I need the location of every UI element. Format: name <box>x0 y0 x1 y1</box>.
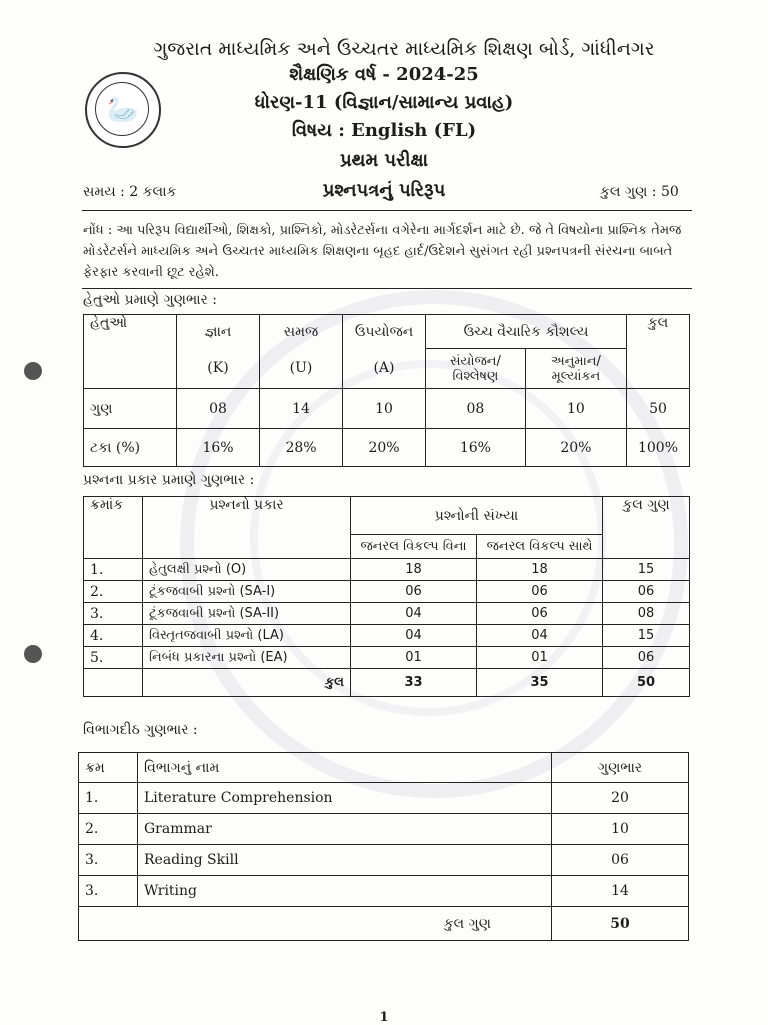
note-text: નોંધ : આ પરિરૂપ વિદ્યાર્થીઓ, શિક્ષકો, પ્રાશ્નિકો, મોડરેટર્સના વગેરેના માર્ગદર્શન માટે છે. જે તે વિષયોના પ્રાશ્નિક તેમજ મોડરેટર્સને માધ્યમિક અને ઉચ્ચતર માધ્યમિક શિક્ષણના બૃહદ હાર્દ/ઉદેશને સુસંગત રહી પ્રશ્નપત્રની સંરચના બાબતે ફેરફાર કરવાની છૂટ રહેશે. <box>83 223 682 280</box>
total-cell: 15 <box>603 559 690 581</box>
col-synthesis: સંયોજન/વિશ્લેષણ <box>426 349 526 389</box>
sections-title: વિભાગદીઠ ગુણભાર : <box>83 722 198 738</box>
marks-row-label: ગુણ <box>84 389 177 429</box>
academic-year: શૈક્ષણિક વર્ષ - 2024-25 <box>289 64 479 85</box>
without-cell: 18 <box>351 559 477 581</box>
punch-hole-bottom <box>24 645 42 663</box>
col-understanding: સમજ <box>260 315 343 349</box>
col-qcount: પ્રશ્નોની સંખ્યા <box>351 497 603 535</box>
percent-row-label: ટકા (%) <box>84 429 177 467</box>
total-row <box>79 907 689 941</box>
col-knowledge: જ્ઞાન <box>177 315 260 349</box>
with-cell: 06 <box>477 603 603 625</box>
without-cell: 06 <box>351 581 477 603</box>
section-marks-cell: 10 <box>552 814 689 845</box>
percent-cell: 20% <box>525 429 626 467</box>
col-evaluation: અનુમાન/મૂલ્યાંકન <box>525 349 626 389</box>
qno-cell: 4. <box>84 625 143 647</box>
table-row <box>84 581 690 603</box>
exam-time: સમય : 2 કલાક <box>83 184 177 200</box>
percent-cell: 20% <box>343 429 426 467</box>
with-cell: 06 <box>477 581 603 603</box>
sno-cell: 3. <box>79 876 138 907</box>
col-qno: ક્રમાંક <box>84 497 143 559</box>
without-cell: 01 <box>351 647 477 669</box>
with-cell: 18 <box>477 559 603 581</box>
sum-with: 35 <box>477 669 603 697</box>
col-hots: ઉચ્ચ વૈચારિક કૌશલ્ય <box>426 315 627 349</box>
col-application: ઉપયોજન <box>343 315 426 349</box>
marks-cell: 10 <box>525 389 626 429</box>
knowledge-code: (K) <box>177 349 260 389</box>
subject: વિષય : English (FL) <box>291 120 477 141</box>
col-objective: હેતુઓ <box>84 315 177 389</box>
total-cell: 06 <box>603 647 690 669</box>
total-row <box>84 669 690 697</box>
page-number: 1 <box>379 1010 389 1025</box>
marks-cell: 10 <box>343 389 426 429</box>
col-section-marks: ગુણભાર <box>552 753 689 783</box>
qtype-cell: વિસ્તૃતજવાબી પ્રશ્નો (LA) <box>143 625 351 647</box>
qno-cell: 2. <box>84 581 143 603</box>
sum-total: 50 <box>603 669 690 697</box>
table-row <box>84 559 690 581</box>
section-marks-cell: 20 <box>552 783 689 814</box>
table-row <box>84 603 690 625</box>
total-cell: 06 <box>603 581 690 603</box>
col-without-option: જનરલ વિકલ્પ વિના <box>351 535 477 559</box>
col-with-option: જનરલ વિકલ્પ સાથે <box>477 535 603 559</box>
percent-cell: 16% <box>177 429 260 467</box>
note-divider <box>82 288 692 289</box>
marks-cell: 50 <box>627 389 690 429</box>
total-cell: 15 <box>603 625 690 647</box>
sum-without: 33 <box>351 669 477 697</box>
with-cell: 04 <box>477 625 603 647</box>
exam-total-marks: કુલ ગુણ : 50 <box>600 184 679 200</box>
total-cell: 08 <box>603 603 690 625</box>
section-name-cell: Grammar <box>138 814 552 845</box>
objectives-table <box>83 314 690 467</box>
section-total-value: 50 <box>552 907 689 941</box>
blank-cell <box>84 669 143 697</box>
board-title: ગુજરાત માધ્યમિક અને ઉચ્ચતર માધ્યમિક શિક્ષણ બોર્ડ, ગાંધીનગર <box>153 38 655 60</box>
table-row <box>84 625 690 647</box>
section-name-cell: Writing <box>138 876 552 907</box>
with-cell: 01 <box>477 647 603 669</box>
blueprint-title: પ્રશ્નપત્રનું પરિરૂપ <box>322 180 446 201</box>
table-row <box>79 814 689 845</box>
col-total: કુલ <box>627 315 690 389</box>
table-row <box>79 876 689 907</box>
qtypes-table <box>83 496 690 697</box>
percent-cell: 16% <box>426 429 526 467</box>
percent-cell: 100% <box>627 429 690 467</box>
percent-cell: 28% <box>260 429 343 467</box>
qtype-cell: નિબંધ પ્રકારના પ્રશ્નો (EA) <box>143 647 351 669</box>
punch-hole-top <box>24 362 42 380</box>
objectives-title: હેતુઓ પ્રમાણે ગુણભાર : <box>83 292 218 308</box>
sno-cell: 1. <box>79 783 138 814</box>
qtype-cell: ટૂંકજવાબી પ્રશ્નો (SA-I) <box>143 581 351 603</box>
qtypes-title: પ્રશ્નના પ્રકાર પ્રમાણે ગુણભાર : <box>83 472 255 488</box>
qtype-cell: ટૂંકજવાબી પ્રશ્નો (SA-II) <box>143 603 351 625</box>
qtype-cell: હેતુલક્ષી પ્રશ્નો (O) <box>143 559 351 581</box>
section-marks-cell: 06 <box>552 845 689 876</box>
marks-cell: 08 <box>426 389 526 429</box>
exam-name: પ્રથમ પરીક્ષા <box>339 150 429 171</box>
table-row <box>84 647 690 669</box>
standard: ધોરણ-11 (વિજ્ઞાન/સામાન્ય પ્રવાહ) <box>254 92 514 113</box>
swan-icon: 🦢 <box>106 95 140 125</box>
marks-cell: 14 <box>260 389 343 429</box>
col-sno: ક્રમ <box>79 753 138 783</box>
sno-cell: 2. <box>79 814 138 845</box>
section-total-label: કુલ ગુણ <box>79 907 552 941</box>
without-cell: 04 <box>351 603 477 625</box>
col-qtype: પ્રશ્નનો પ્રકાર <box>143 497 351 559</box>
top-divider <box>82 210 692 211</box>
sections-table <box>78 752 689 941</box>
sum-label: કુલ <box>143 669 351 697</box>
marks-cell: 08 <box>177 389 260 429</box>
sno-cell: 3. <box>79 845 138 876</box>
section-name-cell: Reading Skill <box>138 845 552 876</box>
qno-cell: 3. <box>84 603 143 625</box>
table-row <box>79 783 689 814</box>
col-section-name: વિભાગનું નામ <box>138 753 552 783</box>
without-cell: 04 <box>351 625 477 647</box>
application-code: (A) <box>343 349 426 389</box>
col-qtotal: કુલ ગુણ <box>603 497 690 559</box>
understanding-code: (U) <box>260 349 343 389</box>
section-name-cell: Literature Comprehension <box>138 783 552 814</box>
qno-cell: 1. <box>84 559 143 581</box>
table-row <box>79 845 689 876</box>
section-marks-cell: 14 <box>552 876 689 907</box>
qno-cell: 5. <box>84 647 143 669</box>
